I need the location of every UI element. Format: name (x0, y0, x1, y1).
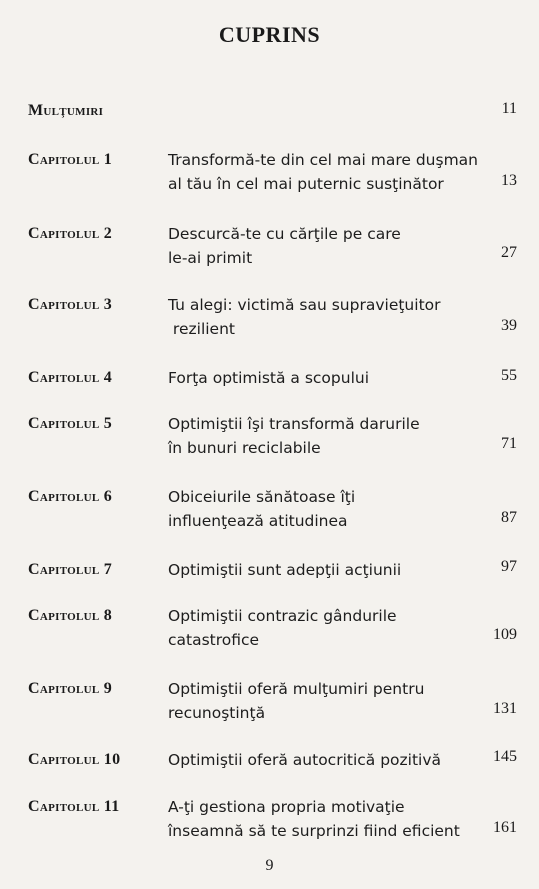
entry-label: Capitolul 2 (28, 225, 113, 242)
entry-title-line: Tu alegi: victimă sau supravieţuitor (168, 296, 441, 314)
entry-page: 71 (501, 435, 517, 452)
entry-title (168, 222, 488, 270)
entry-page: 11 (501, 100, 517, 117)
entry-title (168, 748, 488, 772)
entry-label: Capitolul 9 (28, 680, 113, 697)
entry-title-line: înseamnă să te surprinzi fiind eficient (168, 822, 460, 840)
entry-title (168, 795, 488, 843)
entry-title (168, 485, 488, 533)
entry-page: 97 (501, 558, 517, 575)
entry-title-line: catastrofice (168, 631, 260, 649)
entry-title (168, 148, 488, 196)
entry-label: Capitolul 11 (28, 798, 120, 815)
entry-title-line: Optimiştii contrazic gândurile (168, 607, 397, 625)
entry-page: 161 (493, 819, 517, 836)
entry-title-line: în bunuri reciclabile (168, 439, 321, 457)
entry-page: 27 (501, 244, 517, 261)
entry-title-line: rezilient (168, 320, 235, 338)
entry-title-line: Forţa optimistă a scopului (168, 369, 370, 387)
entry-title (168, 366, 488, 390)
entry-title (168, 293, 488, 341)
entry-page: 131 (493, 700, 517, 717)
entry-label: Capitolul 5 (28, 415, 113, 432)
entry-label: Capitolul 8 (28, 607, 113, 624)
entry-label: Capitolul 7 (28, 561, 113, 578)
entry-title-line: Optimiştii îşi transformă darurile (168, 415, 420, 433)
entry-page: 109 (493, 626, 517, 643)
entry-title-line: Optimiştii oferă autocritică pozitivă (168, 751, 442, 769)
entry-page: 87 (501, 509, 517, 526)
entry-label: Capitolul 1 (28, 151, 113, 168)
entry-title-line: al tău în cel mai puternic susţinător (168, 175, 444, 193)
entry-label: Capitolul 6 (28, 488, 113, 505)
page-title: CUPRINS (218, 22, 321, 47)
entry-title-line: influenţează atitudinea (168, 512, 348, 530)
entry-title (168, 412, 488, 460)
entry-page: 55 (501, 367, 517, 384)
entry-label: Capitolul 10 (28, 751, 121, 768)
entry-title-line: le-ai primit (168, 249, 253, 267)
entry-title-line: Optimiştii sunt adepţii acţiunii (168, 561, 402, 579)
entry-page: 13 (501, 172, 517, 189)
entry-title (168, 558, 488, 582)
entry-page: 145 (493, 748, 517, 765)
entry-title-line: Obiceiurile sănătoase îţi (168, 488, 356, 506)
entry-title-line: Descurcă-te cu cărţile pe care (168, 225, 401, 243)
entry-label: Capitolul 4 (28, 369, 113, 386)
entry-title-line: A-ţi gestiona propria motivaţie (168, 798, 405, 816)
entry-title-line: Transformă-te din cel mai mare duşman (168, 151, 478, 169)
entry-title-line: Optimiştii oferă mulţumiri pentru (168, 680, 425, 698)
entry-title (168, 604, 488, 652)
entry-page: 39 (501, 317, 517, 334)
entry-label: Mulţumiri (28, 102, 104, 119)
entry-label: Capitolul 3 (28, 296, 113, 313)
entry-title (168, 677, 488, 725)
page-number: 9 (265, 857, 274, 874)
entry-title-line: recunoştinţă (168, 704, 266, 722)
